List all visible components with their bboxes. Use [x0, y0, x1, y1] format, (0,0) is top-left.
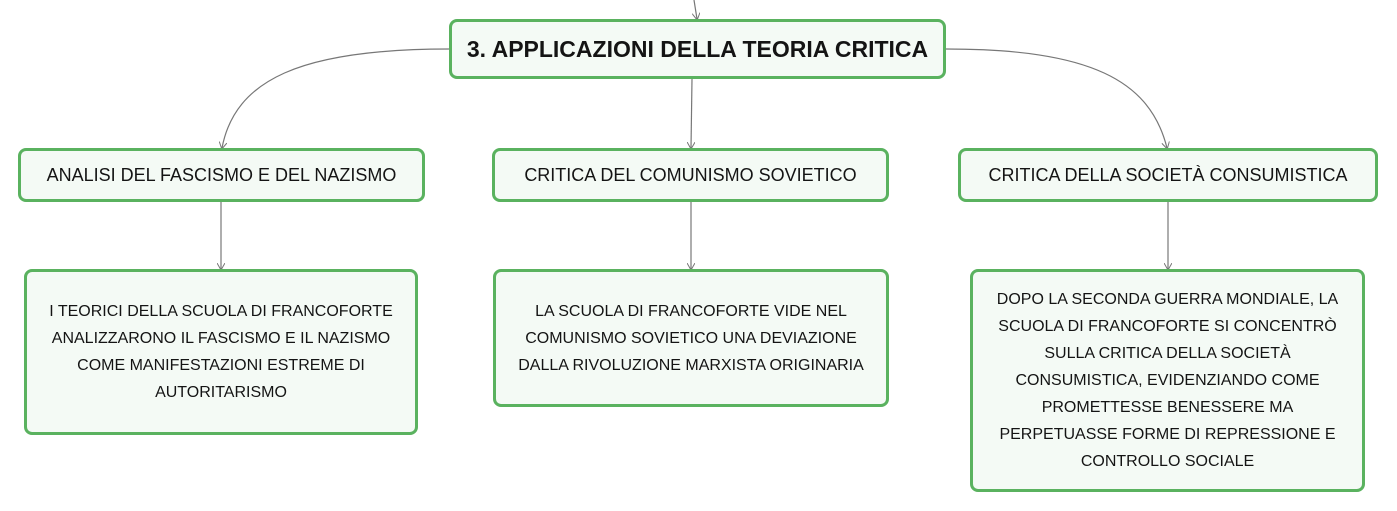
- connector-incoming: [694, 0, 697, 19]
- branch-label: CRITICA DEL COMUNISMO SOVIETICO: [524, 164, 857, 185]
- branch-label: CRITICA DELLA SOCIETÀ CONSUMISTICA: [988, 164, 1348, 185]
- branch-label: ANALISI DEL FASCISMO E DEL NAZISMO: [46, 164, 397, 185]
- branch-node-fascism[interactable]: [18, 148, 425, 202]
- detail-node-soviet-communism[interactable]: [493, 269, 889, 407]
- connector-root-branch-3: [946, 49, 1167, 148]
- detail-text: DOPO LA SECONDA GUERRA MONDIALE, LA SCUOLA DI FRANCOFORTE SI CONCENTRÒ SULLA CRITICA DELLA SOCIETÀ CONSUMISTICA, EVIDENZIANDO COME PROMETTESSE BENESSERE MA PERPETUASSE FORME DI REPRESSIONE E CONTROLLO SOCIALE: [996, 291, 1339, 470]
- branch-node-consumer-society[interactable]: [958, 148, 1378, 202]
- root-node[interactable]: [449, 19, 946, 79]
- detail-node-fascism[interactable]: [24, 269, 418, 435]
- root-title: 3. APPLICAZIONI DELLA TEORIA CRITICA: [466, 35, 929, 62]
- detail-text: I TEORICI DELLA SCUOLA DI FRANCOFORTE ANALIZZARONO IL FASCISMO E IL NAZISMO COME MANIFESTAZIONI ESTREME DI AUTORITARISMO: [49, 303, 393, 401]
- detail-node-consumer-society[interactable]: [970, 269, 1365, 492]
- connector-root-branch-1: [222, 49, 449, 148]
- detail-text: LA SCUOLA DI FRANCOFORTE VIDE NEL COMUNISMO SOVIETICO UNA DEVIAZIONE DALLA RIVOLUZIONE MARXISTA ORIGINARIA: [518, 302, 864, 374]
- connector-root-branch-2: [691, 79, 692, 148]
- branch-node-soviet-communism[interactable]: [492, 148, 889, 202]
